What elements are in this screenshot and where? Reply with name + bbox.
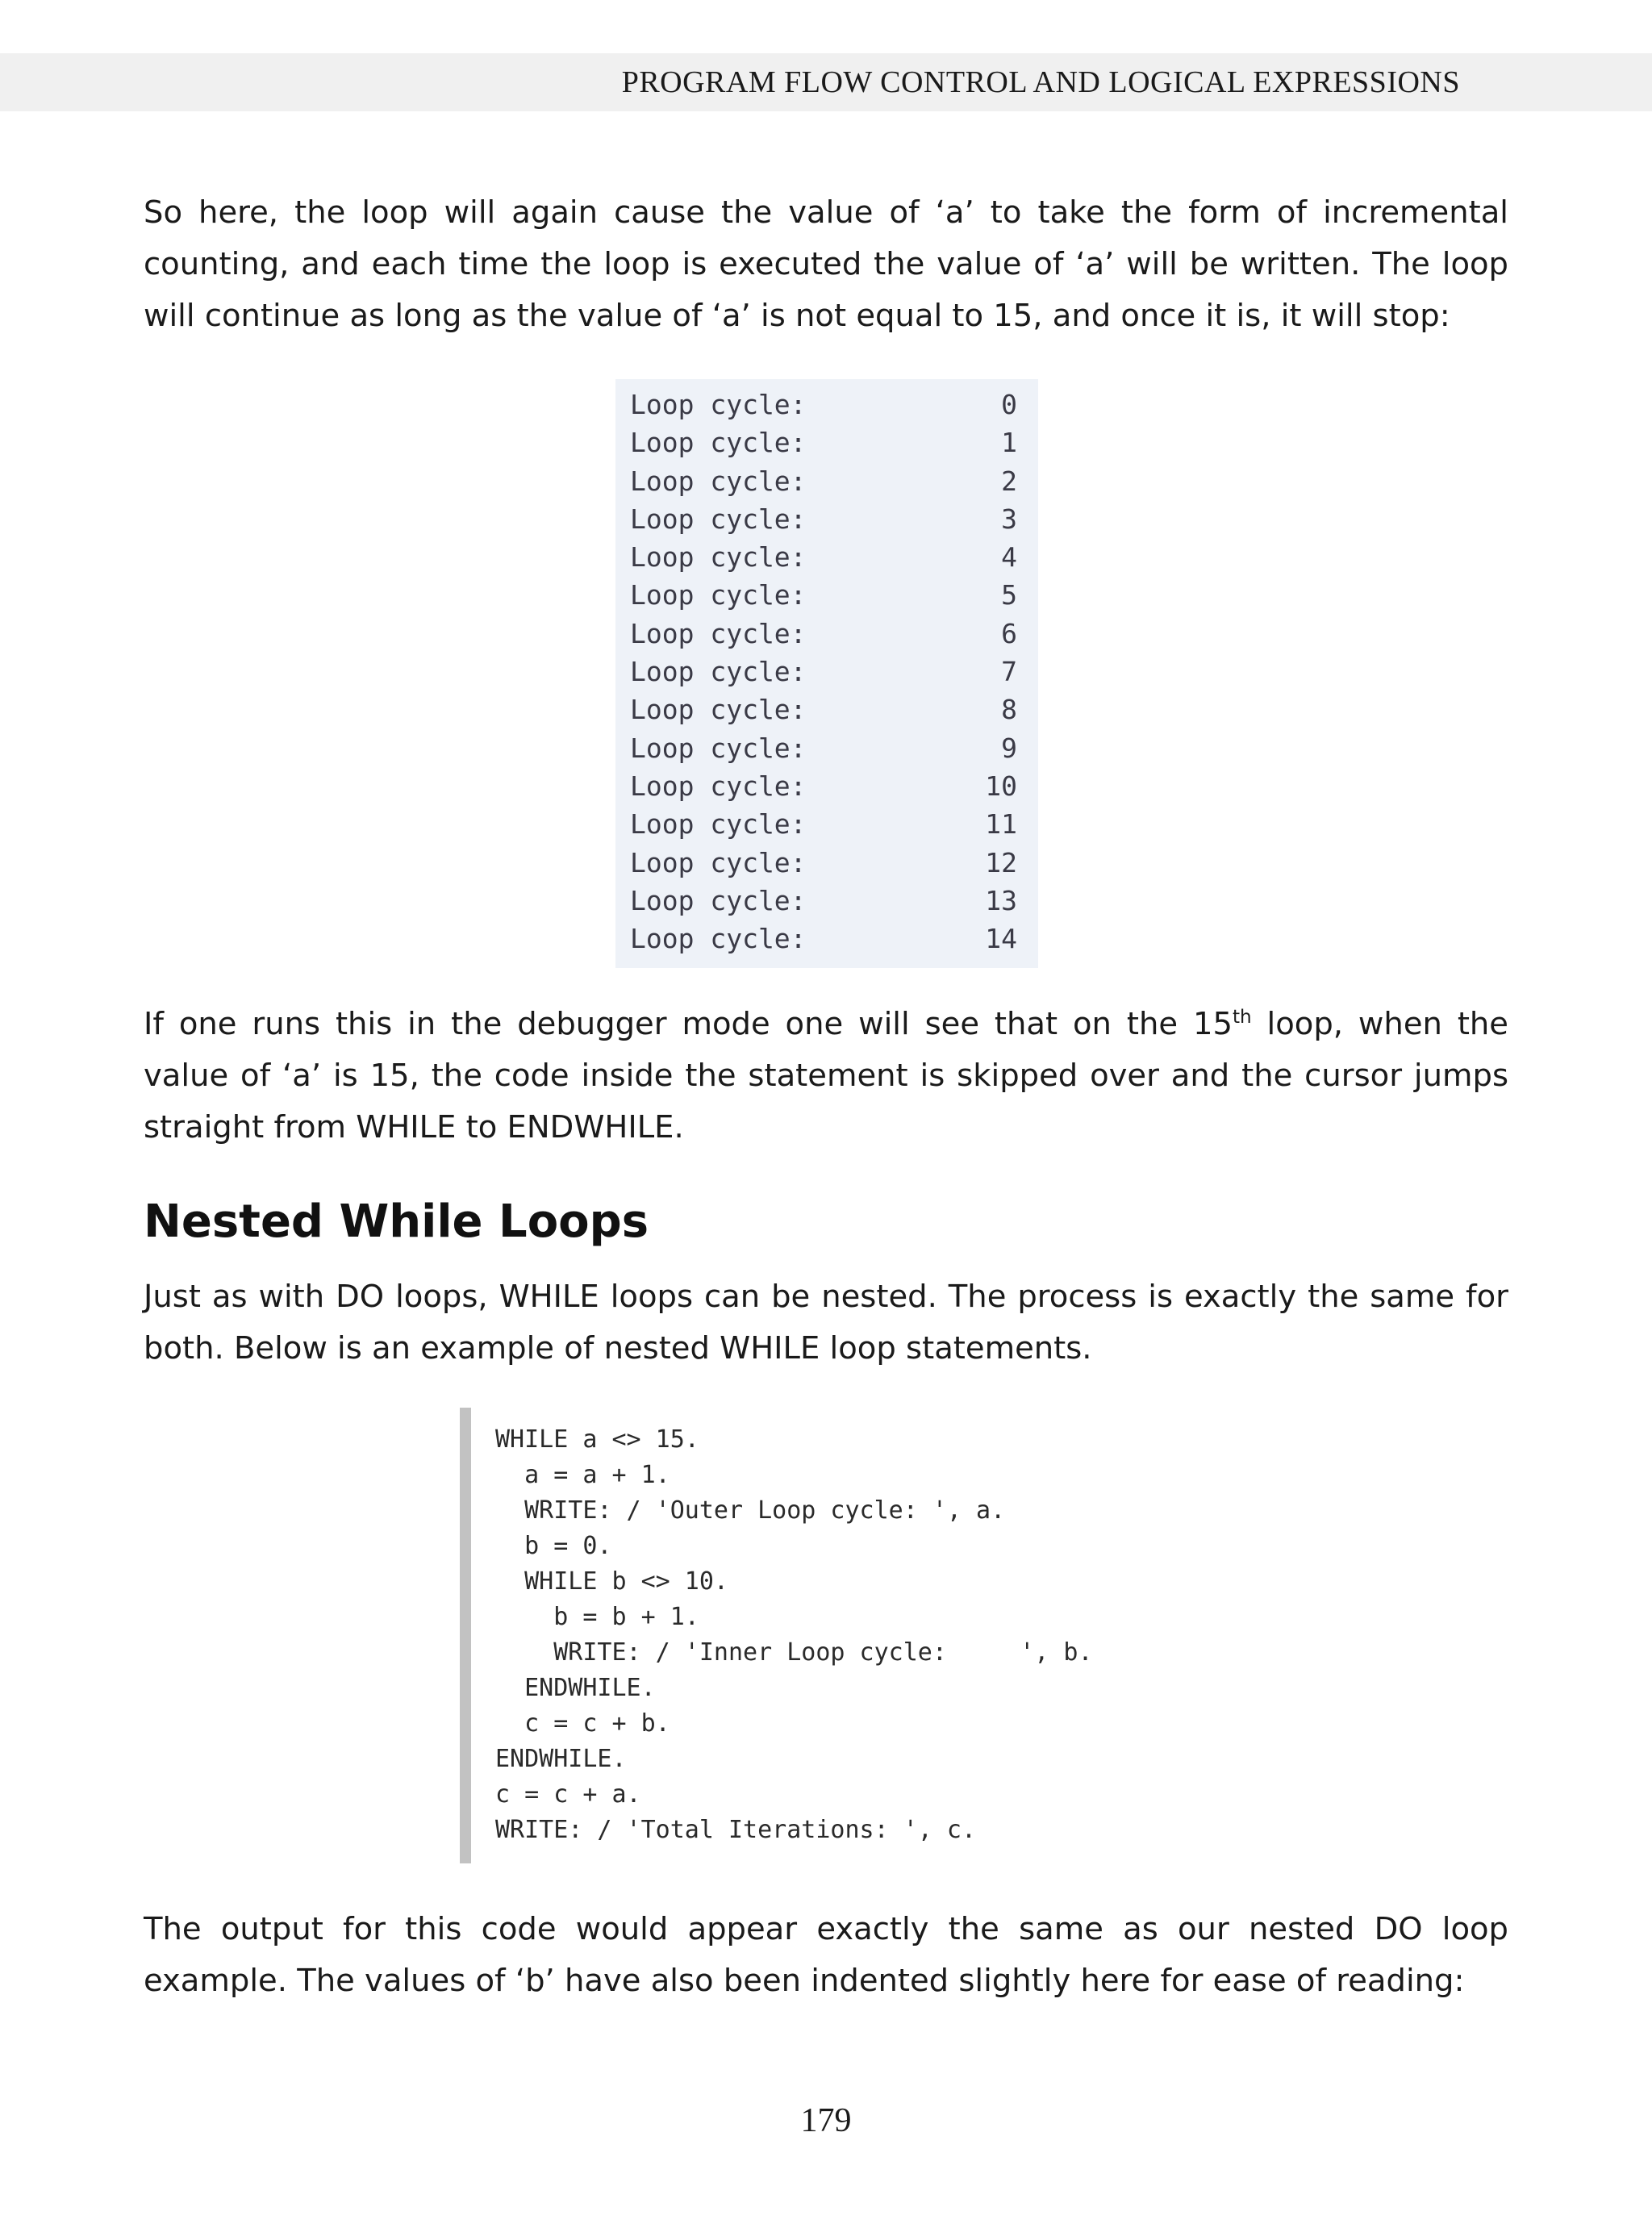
output-row-label: Loop cycle:	[630, 808, 807, 841]
output-row-value: 12	[985, 846, 1017, 878]
output-row-value: 0	[1001, 389, 1017, 420]
paragraph-2-text-a: If one runs this in the debugger mode one will see that on the 15	[144, 1006, 1233, 1042]
output-row-label: Loop cycle:	[630, 923, 807, 955]
code-line: ENDWHILE.	[495, 1674, 656, 1702]
output-row-value: 10	[985, 770, 1017, 802]
output-row-value: 9	[1001, 732, 1017, 764]
output-row	[630, 767, 1017, 805]
paragraph-2-text-b: loop, when the value of ‘a’ is 15, the code inside the statement is skipped over and the cursor jumps straight from WHILE to ENDWHILE.	[144, 1006, 1508, 1145]
output-row	[630, 424, 1017, 461]
output-row-value: 14	[985, 923, 1017, 955]
output-row-value: 7	[1001, 656, 1017, 688]
paragraph-3: Just as with DO loops, WHILE loops can be nested. The process is exactly the same for both. Below is an example of nested WHILE loop statements.	[144, 1279, 1508, 1367]
output-row	[630, 729, 1017, 767]
section-heading: Nested While Loops	[144, 1195, 649, 1248]
output-row-label: Loop cycle:	[630, 884, 807, 916]
code-line: WRITE: / 'Total Iterations: ', c.	[495, 1816, 977, 1844]
paragraph-2	[144, 999, 1508, 1154]
output-row-label: Loop cycle:	[630, 732, 807, 764]
page-number: 179	[800, 2102, 852, 2139]
code-line: b = 0.	[495, 1532, 612, 1560]
output-row-value: 3	[1001, 503, 1017, 535]
running-head: PROGRAM FLOW CONTROL AND LOGICAL EXPRESSIONS	[621, 65, 1460, 99]
output-row-label: Loop cycle:	[630, 465, 807, 497]
output-row	[630, 920, 1017, 958]
code-line: c = c + b.	[495, 1709, 670, 1738]
output-row	[630, 462, 1017, 500]
output-row-value: 6	[1001, 617, 1017, 649]
output-row-value: 11	[985, 808, 1017, 841]
output-row-label: Loop cycle:	[630, 541, 807, 574]
paragraph-1: So here, the loop will again cause the value of ‘a’ to take the form of incremental counting, and each time the loop is executed the value of ‘a’ will be written. The loop will continue as long as the value of ‘a’ is not equal to 15, and once it is, it will stop:	[144, 194, 1508, 334]
output-row-label: Loop cycle:	[630, 770, 807, 802]
output-row-label: Loop cycle:	[630, 503, 807, 535]
code-line: WRITE: / 'Inner Loop cycle: ', b.	[495, 1638, 1093, 1667]
output-row-label: Loop cycle:	[630, 694, 807, 726]
ordinal-suffix: th	[1232, 1007, 1252, 1029]
code-line: c = c + a.	[495, 1780, 641, 1809]
output-row	[630, 805, 1017, 843]
output-row	[630, 653, 1017, 691]
output-row-value: 5	[1001, 579, 1017, 611]
output-row-label: Loop cycle:	[630, 846, 807, 878]
output-row-value: 8	[1001, 694, 1017, 726]
output-row-label: Loop cycle:	[630, 656, 807, 688]
output-row	[630, 576, 1017, 614]
output-row	[630, 691, 1017, 728]
output-row-label: Loop cycle:	[630, 389, 807, 420]
code-line: b = b + 1.	[495, 1603, 699, 1631]
paragraph-4: The output for this code would appear exactly the same as our nested DO loop example. The values of ‘b’ have also been indented slightly here for ease of reading:	[144, 1911, 1508, 1999]
code-line: ENDWHILE.	[495, 1745, 627, 1773]
output-row-value: 4	[1001, 541, 1017, 574]
output-row-label: Loop cycle:	[630, 579, 807, 611]
output-row-value: 2	[1001, 465, 1017, 497]
nested-while-code-screenshot	[460, 1408, 1234, 1863]
output-row-label: Loop cycle:	[630, 427, 807, 459]
output-row	[630, 386, 1017, 424]
output-row	[630, 844, 1017, 882]
output-row	[630, 615, 1017, 653]
output-row	[630, 538, 1017, 576]
output-row-value: 1	[1001, 427, 1017, 459]
output-row-label: Loop cycle:	[630, 617, 807, 649]
code-line: WHILE b <> 10.	[495, 1567, 728, 1596]
output-row	[630, 882, 1017, 920]
output-row-value: 13	[985, 884, 1017, 916]
code-line: WHILE a <> 15.	[495, 1425, 699, 1454]
code-line: a = a + 1.	[495, 1461, 670, 1489]
code-line: WRITE: / 'Outer Loop cycle: ', a.	[495, 1496, 1006, 1525]
output-row	[630, 500, 1017, 538]
loop-output-screenshot	[615, 379, 1038, 968]
